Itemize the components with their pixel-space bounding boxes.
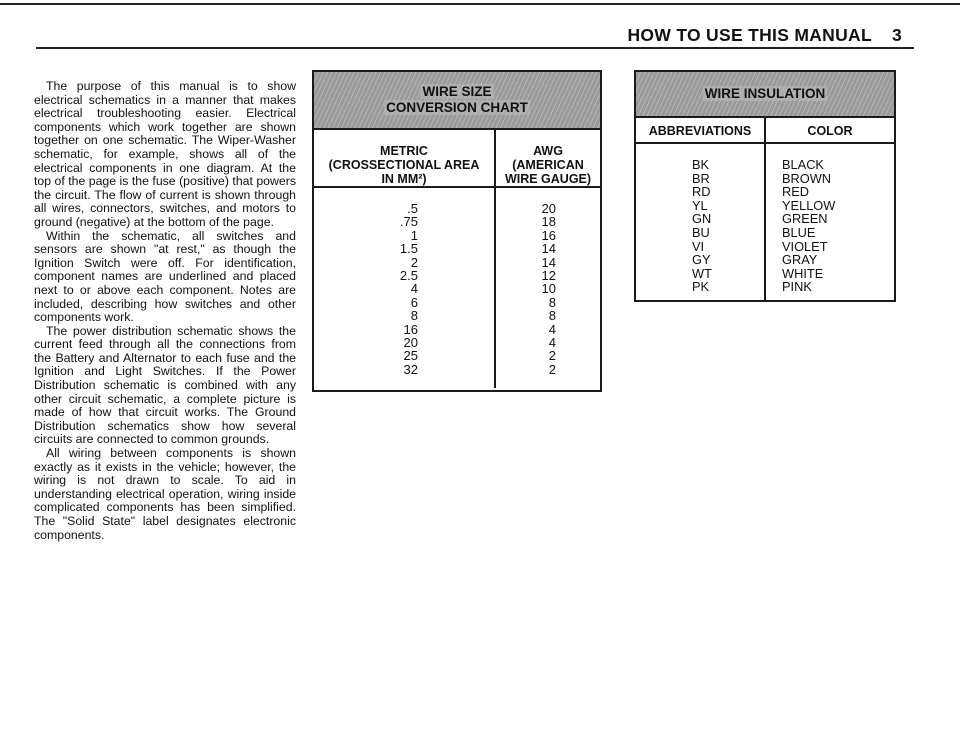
- metric-value: 4: [410, 281, 418, 297]
- paragraph: Within the schematic, all switches and sensors are shown "at rest," as though the Ignition Switch were off. For identification, component names are underlined and placed next to or above each component. Notes are included, describing how switches and other components work.: [34, 228, 296, 325]
- awg-column-header: [496, 144, 600, 186]
- metric-value: 6: [410, 294, 418, 310]
- abbreviation: PK: [692, 279, 710, 295]
- wire-insulation-title-text: WIRE INSULATION: [704, 86, 826, 101]
- page-header: [627, 25, 902, 46]
- awg-value: 14: [541, 241, 556, 257]
- awg-value: 14: [541, 254, 556, 270]
- metric-values: [378, 202, 418, 376]
- wire-insulation-chart: [634, 70, 896, 302]
- wire-size-title-line1: WIRE SIZE: [422, 84, 492, 99]
- awg-header-line: (AMERICAN: [512, 158, 584, 172]
- page-title: HOW TO USE THIS MANUAL: [627, 25, 872, 45]
- color-name: BLACK: [782, 157, 824, 172]
- abbreviation: VI: [692, 238, 705, 254]
- color-name: BROWN: [782, 170, 832, 186]
- awg-value: 10: [541, 281, 556, 297]
- awg-value: 2: [548, 361, 556, 377]
- abbreviation: YL: [692, 197, 708, 213]
- metric-value: 2.5: [399, 268, 418, 284]
- awg-value: 12: [541, 268, 556, 284]
- paragraph: The power distribution schematic shows the current feed through all the connections from the Battery and Alternator to each fuse and the Ignition and Light Switches. If the Power Distribution schematic is combined with any other circuit schematic, a complete picture is made of how that circuit works. The Ground Distribution schematics show how several circuits are connected to common grounds.: [34, 323, 296, 447]
- metric-value: 1: [410, 227, 418, 243]
- abbreviation: WT: [692, 265, 712, 281]
- awg-header-line: WIRE GAUGE): [504, 172, 592, 186]
- awg-value: 18: [541, 214, 556, 230]
- metric-value: 2: [410, 254, 418, 270]
- wire-size-table: [314, 130, 600, 388]
- color-name: WHITE: [782, 265, 824, 281]
- header-rule: [36, 47, 914, 49]
- color-name: GRAY: [782, 252, 818, 268]
- metric-header-line: IN MM²): [381, 172, 427, 186]
- column-divider: [764, 118, 766, 300]
- color-name: PINK: [782, 279, 812, 295]
- color-values: [782, 158, 835, 294]
- color-column-header: COLOR: [807, 124, 853, 138]
- awg-header-line: AWG: [533, 144, 563, 158]
- body-text: [34, 80, 296, 542]
- abbreviation: GY: [692, 252, 711, 268]
- wire-size-title-line2: CONVERSION CHART: [386, 100, 528, 115]
- abbreviation: RD: [692, 184, 711, 200]
- metric-value: 1.5: [399, 241, 418, 257]
- metric-value: 20: [403, 335, 418, 351]
- top-rule: [0, 3, 960, 5]
- header-divider: [636, 142, 894, 144]
- color-name: RED: [782, 184, 810, 200]
- abbreviation: BK: [692, 157, 710, 172]
- abbreviations-column-header: ABBREVIATIONS: [648, 124, 752, 138]
- metric-column-header: [314, 144, 494, 186]
- awg-value: 20: [541, 201, 556, 216]
- awg-value: 4: [548, 335, 556, 351]
- awg-value: 2: [548, 348, 556, 364]
- abbreviation: BR: [692, 170, 710, 186]
- color-name: YELLOW: [782, 197, 836, 213]
- color-name: GREEN: [782, 211, 828, 227]
- wire-insulation-title: [636, 72, 894, 118]
- paragraph: The purpose of this manual is to show electrical schematics in a manner that makes electrical troubleshooting easier. Electrical components which work together are shown together on one schematic. The Wiper-Washer schematic, for example, shows all of the electrical components in one diagram. At the top of the page is the fuse (positive) that powers the circuit. The flow of current is shown through all wires, connectors, switches, and motors to ground (negative) at the bottom of the page.: [34, 79, 296, 229]
- paragraph: All wiring between components is shown exactly as it exists in the vehicle; however, the wiring is not drawn to scale. To aid in understanding electrical operation, wiring inside complicated components has been simplified. The "Solid State" label designates electronic components.: [34, 446, 296, 542]
- abbreviation: GN: [692, 211, 712, 227]
- metric-value: .75: [399, 214, 418, 230]
- metric-header-line: METRIC: [380, 144, 428, 158]
- metric-value: 8: [410, 308, 418, 324]
- color-name: BLUE: [782, 224, 816, 240]
- wire-size-conversion-chart: [312, 70, 602, 392]
- metric-value: .5: [407, 201, 418, 216]
- abbreviation: BU: [692, 224, 710, 240]
- abbreviation-values: [692, 158, 712, 294]
- awg-value: 8: [548, 308, 556, 324]
- header-divider: [314, 186, 600, 188]
- awg-value: 16: [541, 227, 556, 243]
- awg-values: [526, 202, 556, 376]
- page-number: 3: [891, 25, 902, 45]
- metric-header-line: (CROSSECTIONAL AREA: [328, 158, 480, 172]
- wire-size-chart-title: [314, 72, 600, 130]
- metric-value: 25: [403, 348, 418, 364]
- metric-value: 32: [403, 361, 418, 377]
- awg-value: 8: [548, 294, 556, 310]
- metric-value: 16: [403, 321, 418, 337]
- color-name: VIOLET: [782, 238, 828, 254]
- wire-insulation-table: [636, 118, 894, 300]
- awg-value: 4: [548, 321, 556, 337]
